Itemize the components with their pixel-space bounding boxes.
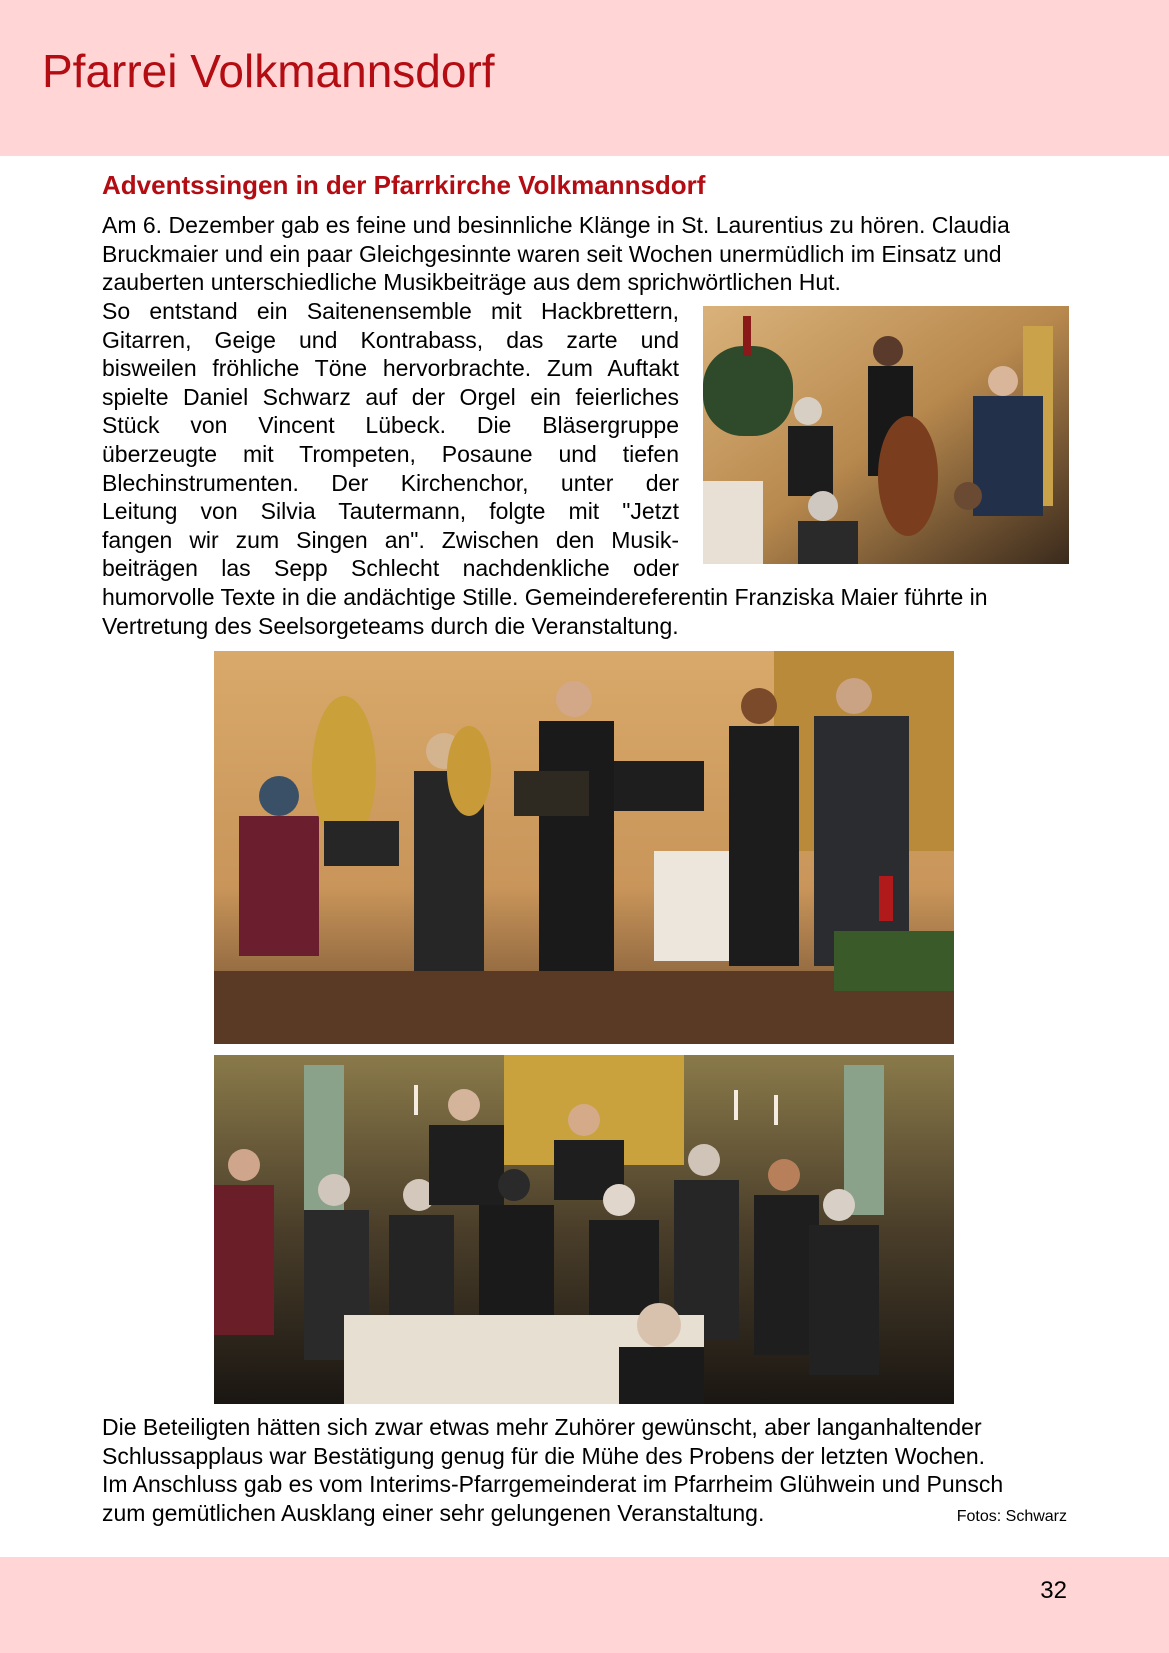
- intro-paragraph: [102, 211, 1068, 297]
- text-line: Am 6. Dezember gab es feine und besinnliche Klänge in St. Laurentius zu hören. Claudia: [102, 212, 1010, 238]
- page-header: [0, 0, 1169, 156]
- photo-credit: Fotos: Schwarz: [956, 1508, 1067, 1525]
- choir-photo: [214, 1055, 954, 1404]
- text-line: Vertretung des Seelsorgeteams durch die Veranstaltung.: [102, 612, 679, 639]
- text-line: Leitung von Silvia Tautermann, folgte mit "Jetzt: [102, 498, 679, 525]
- text-line: spielte Daniel Schwarz auf der Orgel ein feierliches: [102, 383, 679, 410]
- text-line: Im Anschluss gab es vom Interims-Pfarrgemeinderat im Pfarrheim Glühwein und Punsch: [102, 1471, 1004, 1498]
- string-ensemble-paragraph: [102, 297, 679, 583]
- text-line: humorvolle Texte in die andächtige Stille. Gemeindereferentin Franziska Maier führte in: [102, 584, 988, 610]
- parish-title: Pfarrei Volkmannsdorf: [42, 45, 495, 97]
- continued-paragraph: [102, 583, 1068, 640]
- brass-group-photo: [214, 651, 954, 1044]
- page-footer: [0, 1557, 1169, 1653]
- text-line: So entstand ein Saitenensemble mit Hackbrettern,: [102, 298, 679, 324]
- text-line: fangen wir zum Singen an". Zwischen den Musik-: [102, 526, 679, 553]
- page-number: 32: [1040, 1577, 1067, 1604]
- text-line: zum gemütlichen Ausklang einer sehr gelungenen Veranstaltung.: [102, 1499, 765, 1526]
- text-line: beiträgen las Sepp Schlecht nachdenkliche oder: [102, 555, 679, 582]
- string-ensemble-photo: [703, 306, 1069, 564]
- article-title: Adventssingen in der Pfarrkirche Volkmannsdorf: [102, 170, 706, 200]
- text-line: zauberten unterschiedliche Musikbeiträge aus dem sprichwörtlichen Hut.: [102, 269, 841, 296]
- text-line: überzeugte mit Trompeten, Posaune und tiefen: [102, 440, 679, 467]
- text-line: Schlussapplaus war Bestätigung genug für die Mühe des Probens der letzten Wochen.: [102, 1442, 986, 1469]
- text-line: Stück von Vincent Lübeck. Die Bläsergruppe: [102, 412, 679, 439]
- text-line: Bruckmaier und ein paar Gleichgesinnte waren seit Wochen unermüdlich im Einsatz und: [102, 240, 1002, 267]
- text-line: bisweilen fröhliche Töne hervorbrachte. Zum Auftakt: [102, 355, 679, 382]
- text-line: Die Beteiligten hätten sich zwar etwas mehr Zuhörer gewünscht, aber langanhaltender: [102, 1414, 982, 1440]
- text-line: Blechinstrumenten. Der Kirchenchor, unter der: [102, 469, 679, 496]
- closing-paragraph: [102, 1413, 1068, 1527]
- text-line: Gitarren, Geige und Kontrabass, das zarte und: [102, 326, 679, 353]
